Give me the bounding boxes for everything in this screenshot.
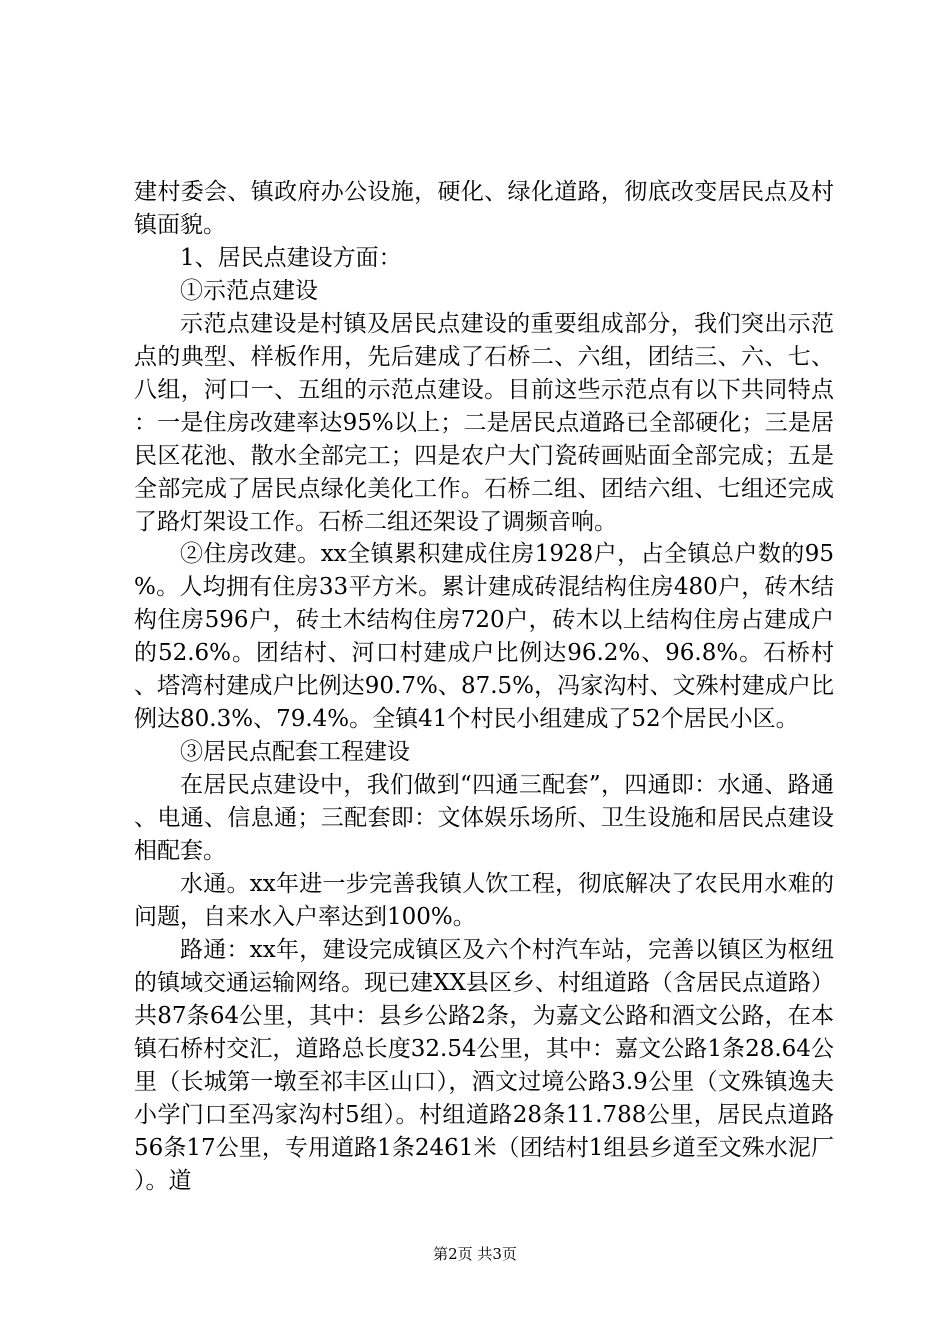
subsection-heading: ③居民点配套工程建设: [180, 739, 410, 766]
paragraph: 水通。xx年进一步完善我镇人饮工程，彻底解决了农民用水难的问题，自来水入户率达到100%。: [134, 871, 834, 930]
subsection-heading: ①示范点建设: [180, 277, 318, 304]
paragraph: ②住房改建。xx全镇累积建成住房1928户，占全镇总户数的95%。人均拥有住房33平方米。累计建成砖混结构住房480户，砖木结构住房596户，砖土木结构住房720户，砖木以上结构住房占建成户的52.6%。团结村、河口村建成户比例达96.2%、96.8%。石桥村、塔湾村建成户比例达90.7%、87.5%，冯家沟村、文殊村建成户比例达80.3%、79.4%。全镇41个村民小组建成了52个居民小区。: [134, 541, 834, 733]
paragraph: 建村委会、镇政府办公设施，硬化、绿化道路，彻底改变居民点及村镇面貌。: [134, 179, 834, 238]
paragraph: 示范点建设是村镇及居民点建设的重要组成部分，我们突出示范点的典型、样板作用，先后建成了石桥二、六组，团结三、六、七、八组，河口一、五组的示范点建设。目前这些示范点有以下共同特点：一是住房改建率达95%以上；二是居民点道路已全部硬化；三是居民区花池、散水全部完工；四是农户大门瓷砖画贴面全部完成；五是全部完成了居民点绿化美化工作。石桥二组、团结六组、七组还完成了路灯架设工作。石桥二组还架设了调频音响。: [134, 310, 834, 535]
section-heading: 1、居民点建设方面：: [180, 244, 402, 271]
page-number: 第2页 共3页: [433, 1245, 517, 1263]
document-body: [134, 176, 834, 1198]
paragraph: 路通：xx年，建设完成镇区及六个村汽车站，完善以镇区为枢纽的镇域交通运输网络。现已建XX县区乡、村组道路（含居民点道路）共87条64公里，其中：县乡公路2条，为嘉文公路和酒文公路，在本镇石桥村交汇，道路总长度32.54公里，其中：嘉文公路1条28.64公里（长城第一墩至祁丰区山口），酒文过境公路3.9公里（文殊镇逸夫小学门口至冯家沟村5组）。村组道路28条11.788公里，居民点道路56条17公里，专用道路1条2461米（团结村1组县乡道至文殊水泥厂）。道: [134, 936, 834, 1194]
page-footer: [0, 1244, 950, 1264]
paragraph: 在居民点建设中，我们做到“四通三配套”，四通即：水通、路通、电通、信息通；三配套即：文体娱乐场所、卫生设施和居民点建设相配套。: [134, 772, 834, 865]
